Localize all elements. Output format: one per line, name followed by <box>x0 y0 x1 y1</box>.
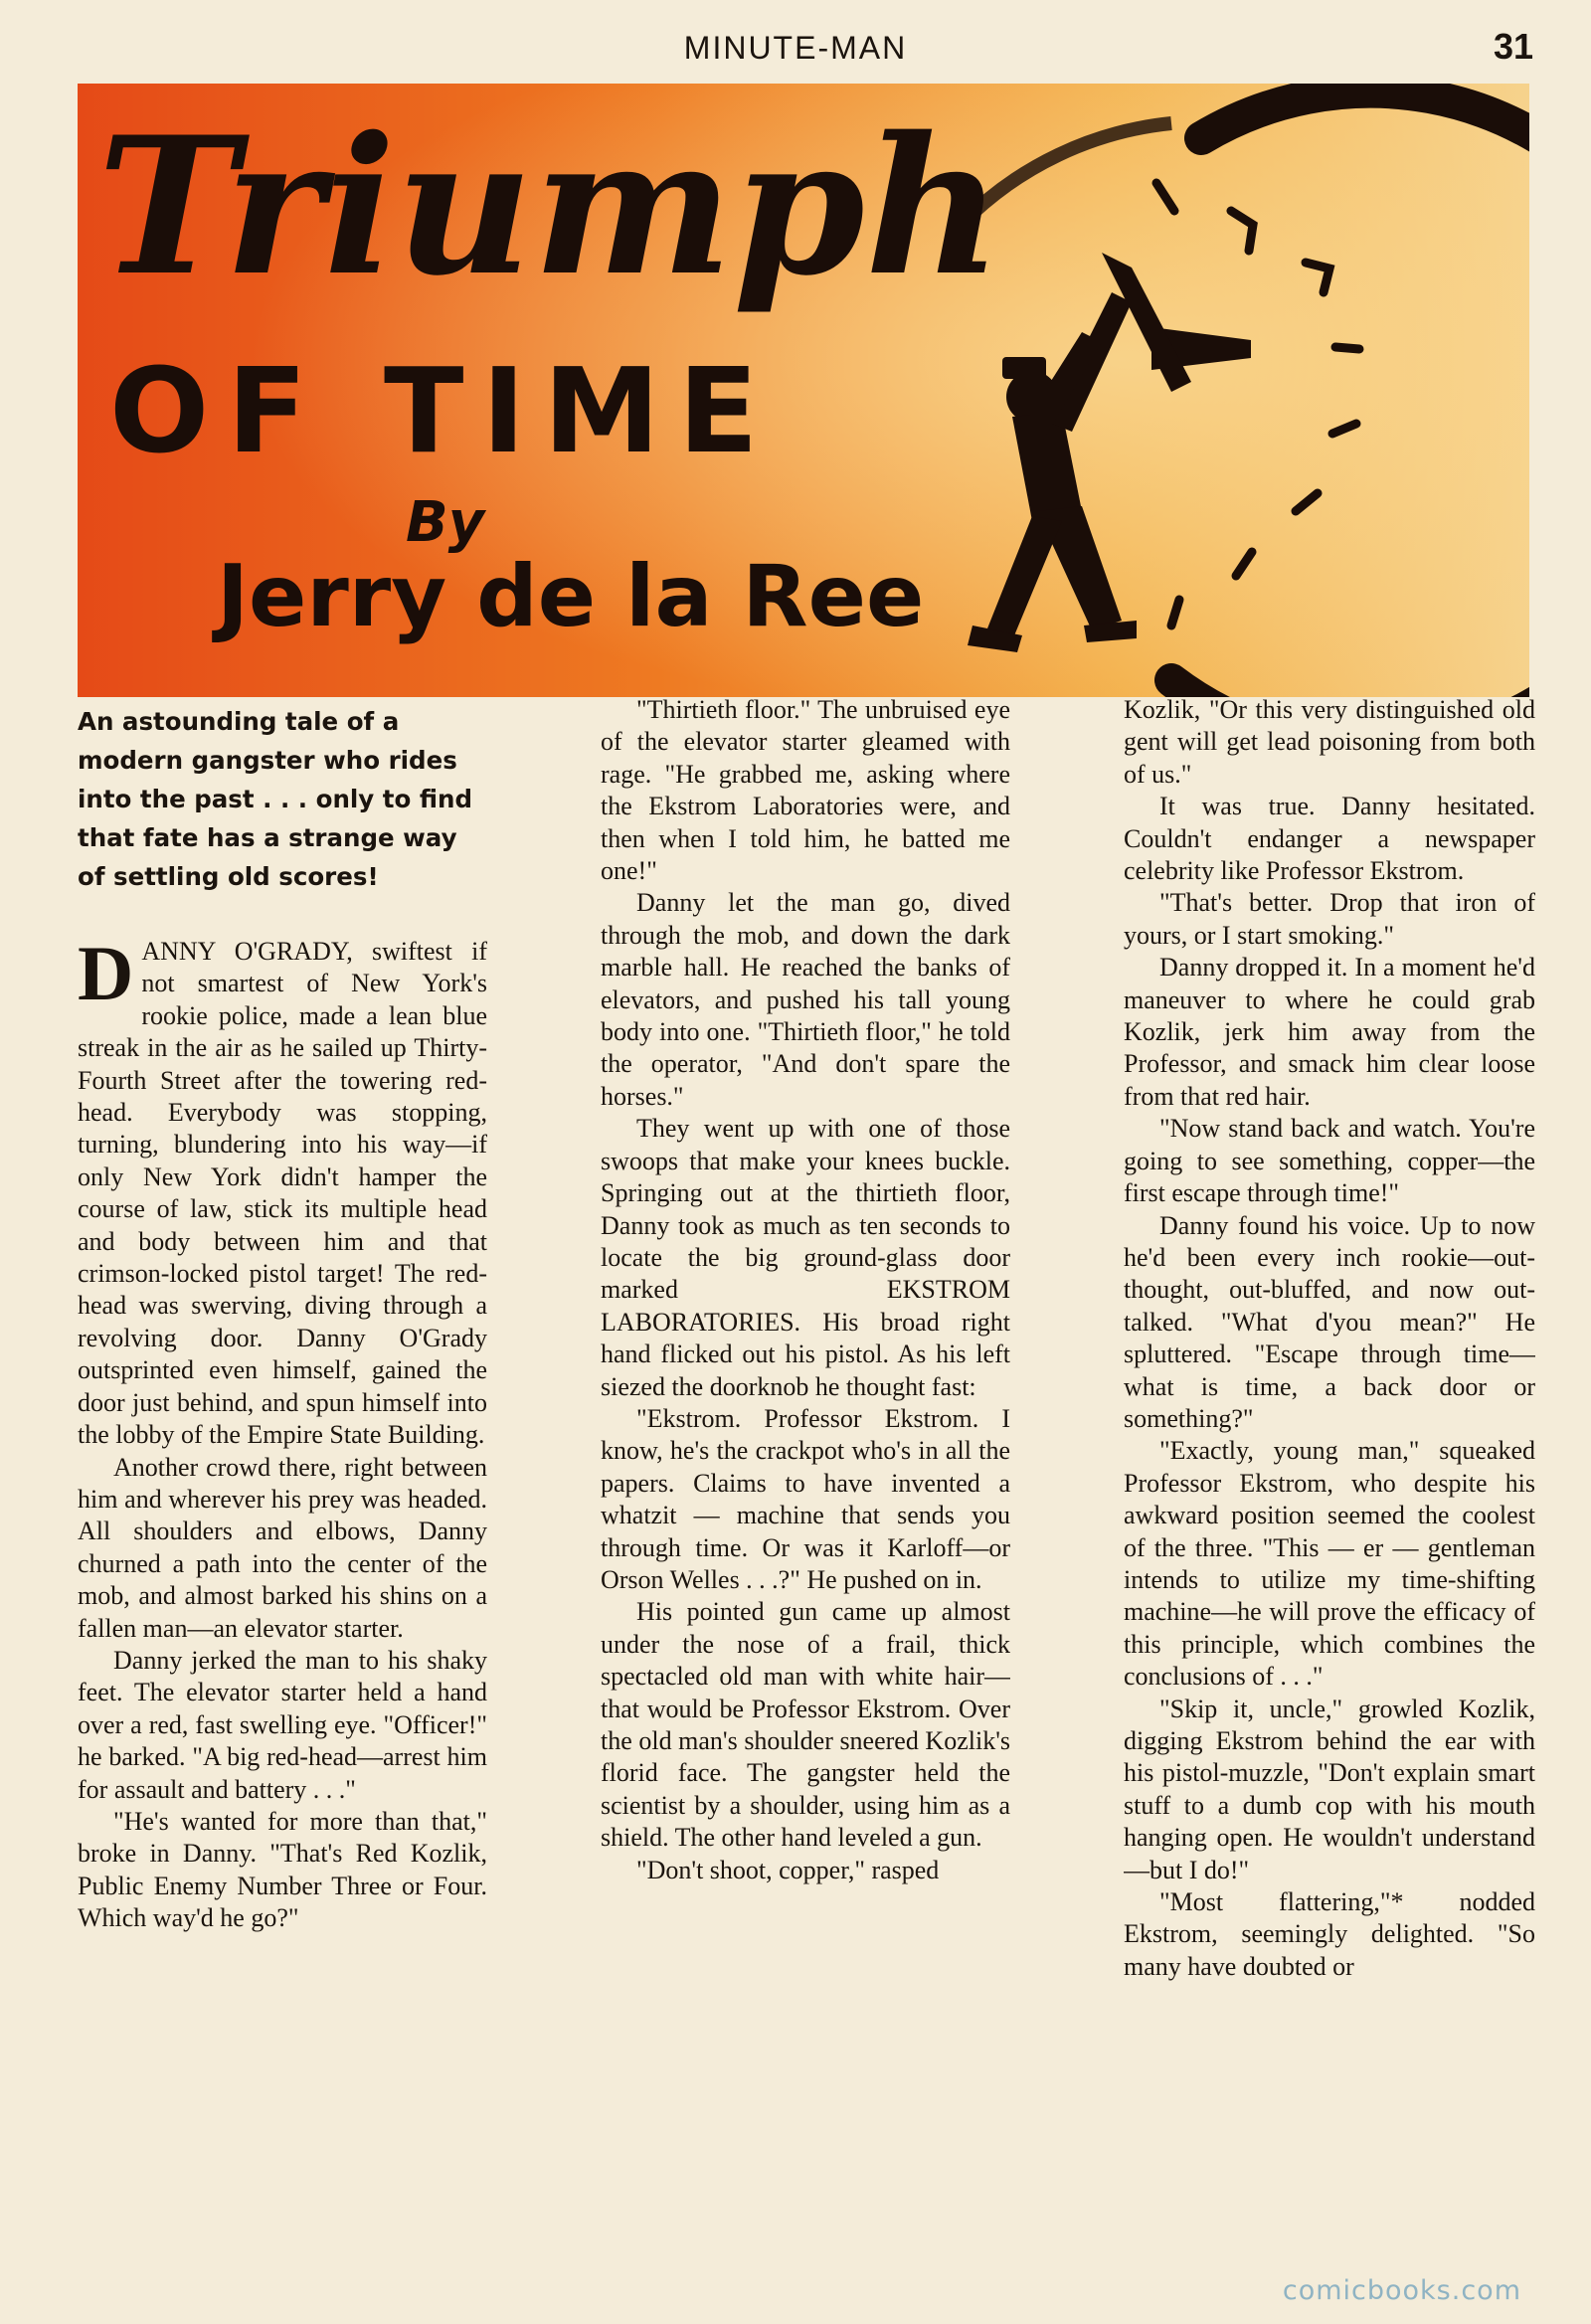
story-paragraph <box>78 930 487 1452</box>
story-paragraph: Another crowd there, right between him and wherever his prey was headed. All shoulders and elbows, Danny churned a path into the center of the mob, and almost barked his shins on a fallen man—an elevator starter. <box>78 1452 487 1643</box>
story-paragraph: Danny dropped it. In a moment he'd maneuver to where he could grab Kozlik, jerk him away from the Professor, and smack him clear loose from that red hair. <box>1124 953 1535 1111</box>
story-paragraph: Danny jerked the man to his shaky feet. The elevator starter held a hand over a red, fast swelling eye. "Officer!" he barked. "A big red-head—arrest him for assault and battery . . ." <box>78 1645 487 1804</box>
story-deck: An astounding tale of a modern gangster who rides into the past . . . only to find that fate has a strange way of settling old scores! <box>78 707 473 891</box>
story-paragraph: His pointed gun came up almost under the nose of a frail, thick spectacled old man with white hair—that would be Professor Ekstrom. Over the old man's shoulder sneered Kozlik's florid face. The gangster held the scientist by a shoulder, using him as a shield. The other hand leveled a gun. <box>601 1597 1010 1853</box>
story-paragraph: Danny let the man go, dived through the mob, and down the dark marble hall. He reached the banks of elevators, and pushed his tall young body into one. "Thirtieth floor," he told the operator, "And don't spare the horses." <box>601 888 1010 1111</box>
story-paragraph: "Ekstrom. Professor Ekstrom. I know, he's the crackpot who's in all the papers. Claims to have invented a whatzit — machine that sends you through time. Or was it Karloff—or Orson Welles . . .?" He pushed on in. <box>601 1403 1010 1594</box>
story-column-2 <box>601 694 1010 2126</box>
story-paragraph: "Most flattering,"* nodded Ekstrom, seemingly delighted. "So many have doubted or <box>1124 1887 1535 1981</box>
story-paragraph: "Skip it, uncle," growled Kozlik, digging Ekstrom behind the ear with his pistol-muzzle, "Don't explain smart stuff to a dumb cop with his mouth hanging open. He wouldn't understand—but I do!" <box>1124 1694 1535 1884</box>
story-paragraph: "Now stand back and watch. You're going to see something, copper—the first escape through time!" <box>1124 1114 1535 1208</box>
story-paragraph: "Don't shoot, copper," rasped <box>636 1855 940 1884</box>
story-paragraph: "That's better. Drop that iron of yours, or I start smoking." <box>1124 888 1535 950</box>
magazine-name: MINUTE-MAN <box>683 30 908 66</box>
story-column-3 <box>1124 694 1535 2126</box>
paragraph-text: ANNY O'GRADY, swiftest if not smartest of New York's rookie police, made a lean blue streak in the air as he sailed up Thirty-Fourth Street after the towering red-head. Everybody was stopping, turning, blundering into his way—if only New York didn't hamper the course of law, stick its multiple head and body between him and that crimson-locked pistol target! The red-head was swerving, diving through a revolving door. Danny O'Grady outsprinted even himself, gained the door just behind, and spun himself into the lobby of the Empire State Building. <box>78 937 487 1450</box>
story-paragraph: It was true. Danny hesitated. Couldn't endanger a newspaper celebrity like Professor Ekstrom. <box>1124 792 1535 886</box>
story-paragraph: "He's wanted for more than that," broke in Danny. "That's Red Kozlik, Public Enemy Number Three or Four. Which way'd he go?" <box>78 1806 487 1933</box>
story-paragraph: "Exactly, young man," squeaked Professor Ekstrom, who despite his awkward position seemed the coolest of the three. "This — er — gentleman intends to utilize my time-shifting machine—he will prove the efficacy of this principle, which combines the conclusions of . . ." <box>1124 1436 1535 1692</box>
story-paragraph: They went up with one of those swoops that make your knees buckle. Springing out at the thirtieth floor, Danny took as much as ten seconds to locate the big ground-glass door marked EKSTROM LABORATORIES. His broad right hand flicked out his pistol. As his left siezed the doorknob he thought fast: <box>601 1114 1010 1401</box>
story-paragraph: Kozlik, "Or this very distinguished old gent will get lead poisoning from both of us." <box>1124 695 1535 789</box>
title-line-1: Triumph <box>97 95 1003 317</box>
story-paragraph: Danny found his voice. Up to now he'd been every inch rookie—out-thought, out-bluffed, and now out-talked. "What d'you mean?" He spluttered. "Escape through time—what is time, a back door or something?" <box>1124 1210 1535 1433</box>
watermark: comicbooks.com <box>1282 2275 1521 2306</box>
byline-by: By <box>406 490 485 555</box>
page-header <box>0 22 1591 72</box>
drop-cap: D <box>78 930 134 1016</box>
title-banner <box>78 84 1529 697</box>
story-column-1 <box>78 702 487 2134</box>
byline-author: Jerry de la Ree <box>217 547 925 646</box>
banner-illustration <box>78 84 1529 697</box>
story-paragraph: "Thirtieth floor." The unbruised eye of the elevator starter gleamed with rage. "He grabbed me, asking where the Ekstrom Laboratories were, and then when I told him, he batted me one!" <box>601 695 1010 886</box>
title-line-2: OF TIME <box>109 342 777 479</box>
page-number: 31 <box>1493 26 1533 67</box>
